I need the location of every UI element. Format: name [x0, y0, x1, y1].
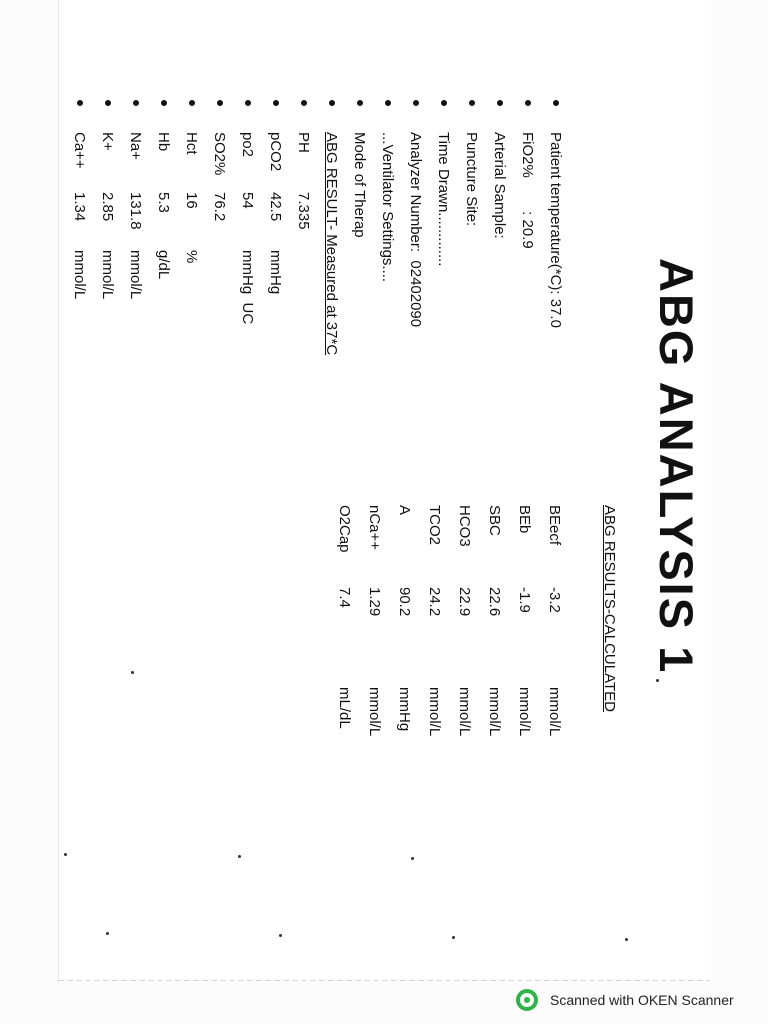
scan-speck — [238, 855, 241, 858]
bullet-icon — [469, 100, 475, 106]
patient-info-text: Patient temperature(*C): 37.0 — [547, 132, 565, 328]
scan-speck — [656, 679, 659, 682]
calc-value: 22.9 — [456, 587, 474, 617]
measured-name: SO2% — [211, 132, 229, 176]
calc-value: 22.6 — [486, 587, 504, 617]
measured-heading-item — [318, 100, 346, 355]
patient-info-item — [542, 100, 570, 355]
calc-unit: mmol/L — [546, 687, 564, 737]
measured-value: 1.34 — [71, 192, 89, 222]
bullet-icon — [245, 100, 251, 106]
scan-speck — [106, 932, 109, 935]
measured-value: 54 — [239, 192, 257, 209]
measured-name: po2 — [239, 132, 257, 158]
measured-name: pCO2 — [267, 132, 285, 172]
bullet-icon — [357, 100, 363, 106]
measured-unit: mmHg UC — [239, 250, 257, 325]
measured-row — [290, 100, 318, 355]
measured-unit: % — [183, 250, 201, 264]
scan-speck — [131, 671, 134, 674]
measured-name: Hb — [155, 132, 173, 152]
scanner-watermark — [516, 989, 734, 1011]
calc-name: BEb — [516, 505, 534, 534]
patient-info-text: Analyzer Number: 02402090 — [407, 132, 425, 328]
measured-row — [206, 100, 234, 355]
measured-name: Na+ — [127, 132, 145, 160]
patient-info-item — [458, 100, 486, 355]
calc-name: A — [396, 505, 414, 516]
measured-value: 76.2 — [211, 192, 229, 222]
calc-value: 1.29 — [366, 587, 384, 617]
bullet-icon — [441, 100, 447, 106]
calc-value: 24.2 — [426, 587, 444, 617]
measured-unit: mmol/L — [127, 250, 145, 300]
bullet-icon — [329, 100, 335, 106]
scan-speck — [625, 938, 628, 941]
measured-name: Hct — [183, 132, 201, 155]
measured-unit: g/dL — [155, 250, 173, 280]
measured-unit: mmol/L — [99, 250, 117, 300]
bullet-icon — [217, 100, 223, 106]
calc-unit: mmHg — [396, 687, 414, 732]
calc-value: -1.9 — [516, 587, 534, 613]
bullet-icon — [525, 100, 531, 106]
measured-row — [122, 100, 150, 355]
measured-row — [234, 100, 262, 355]
scan-speck — [279, 934, 282, 937]
measured-value: 131.8 — [127, 192, 145, 230]
measured-value: 16 — [183, 192, 201, 209]
bullet-icon — [161, 100, 167, 106]
patient-info-item — [346, 100, 374, 355]
bullet-icon — [273, 100, 279, 106]
bullet-icon — [301, 100, 307, 106]
bullet-icon — [133, 100, 139, 106]
calc-unit: mmol/L — [456, 687, 474, 737]
measured-value: 5.3 — [155, 192, 173, 213]
patient-info-item — [374, 100, 402, 355]
measured-unit: mmol/L — [71, 250, 89, 300]
calc-unit: mmol/L — [366, 687, 384, 737]
patient-info-item — [514, 100, 542, 355]
bullet-icon — [189, 100, 195, 106]
patient-info-text: Arterial Sample: — [491, 132, 509, 239]
calc-unit: mmol/L — [516, 687, 534, 737]
document-title: ABG ANALYSIS 1 — [650, 258, 703, 675]
patient-info-item — [486, 100, 514, 355]
calc-name: nCa++ — [366, 505, 384, 551]
measured-value: 2.85 — [99, 192, 117, 222]
calc-row — [360, 505, 390, 767]
calc-row — [390, 505, 420, 767]
calc-row — [540, 505, 570, 767]
measured-row — [262, 100, 290, 355]
patient-info-item — [430, 100, 458, 355]
calc-name: TCO2 — [426, 505, 444, 546]
bullet-icon — [413, 100, 419, 106]
patient-info-text: Time Drawn............. — [435, 132, 453, 267]
calc-value: 7.4 — [336, 587, 354, 608]
measured-value: 42.5 — [267, 192, 285, 222]
patient-info-item — [402, 100, 430, 355]
measured-heading: ABG RESULT- Measured at 37*C — [323, 132, 341, 356]
measured-row — [66, 100, 94, 355]
measured-row — [94, 100, 122, 355]
scan-speck — [64, 853, 67, 856]
measured-row — [178, 100, 206, 355]
bullet-icon — [77, 100, 83, 106]
measured-unit: mmHg — [267, 250, 285, 295]
oken-scanner-logo-icon — [516, 989, 538, 1011]
bullet-icon — [553, 100, 559, 106]
patient-info-text: ...Ventilator Settings.... — [379, 132, 397, 283]
calc-unit: mmol/L — [426, 687, 444, 737]
scan-speck — [411, 857, 414, 860]
calc-name: O2Cap — [336, 505, 354, 553]
patient-info-text: FiO2% : 20.9 — [519, 132, 537, 249]
calc-row — [480, 505, 510, 767]
measured-row — [150, 100, 178, 355]
bullet-icon — [105, 100, 111, 106]
measured-name: PH — [295, 132, 313, 153]
measured-results-list — [66, 100, 570, 355]
calc-name: HCO3 — [456, 505, 474, 547]
measured-name: K+ — [99, 132, 117, 151]
scan-speck — [452, 936, 455, 939]
patient-info-text: Puncture Site: — [463, 132, 481, 227]
bullet-icon — [385, 100, 391, 106]
calc-name: BEecf — [546, 505, 564, 546]
bullet-icon — [497, 100, 503, 106]
measured-name: Ca++ — [71, 132, 89, 169]
rotated-document — [58, 0, 710, 982]
calc-unit: mmol/L — [486, 687, 504, 737]
calc-row — [420, 505, 450, 767]
calc-value: 90.2 — [396, 587, 414, 617]
calc-name: SBC — [486, 505, 504, 536]
calculated-results-list — [330, 505, 570, 767]
calc-row — [510, 505, 540, 767]
patient-info-text: Mode of Therap — [351, 132, 369, 238]
calculated-heading: ABG RESULTS-CALCULATED — [601, 505, 618, 712]
calc-row — [330, 505, 360, 767]
calc-unit: mL/dL — [336, 687, 354, 729]
measured-value: 7.335 — [295, 192, 313, 230]
calc-row — [450, 505, 480, 767]
scanner-text: Scanned with OKEN Scanner — [550, 992, 734, 1008]
calc-value: -3.2 — [546, 587, 564, 613]
